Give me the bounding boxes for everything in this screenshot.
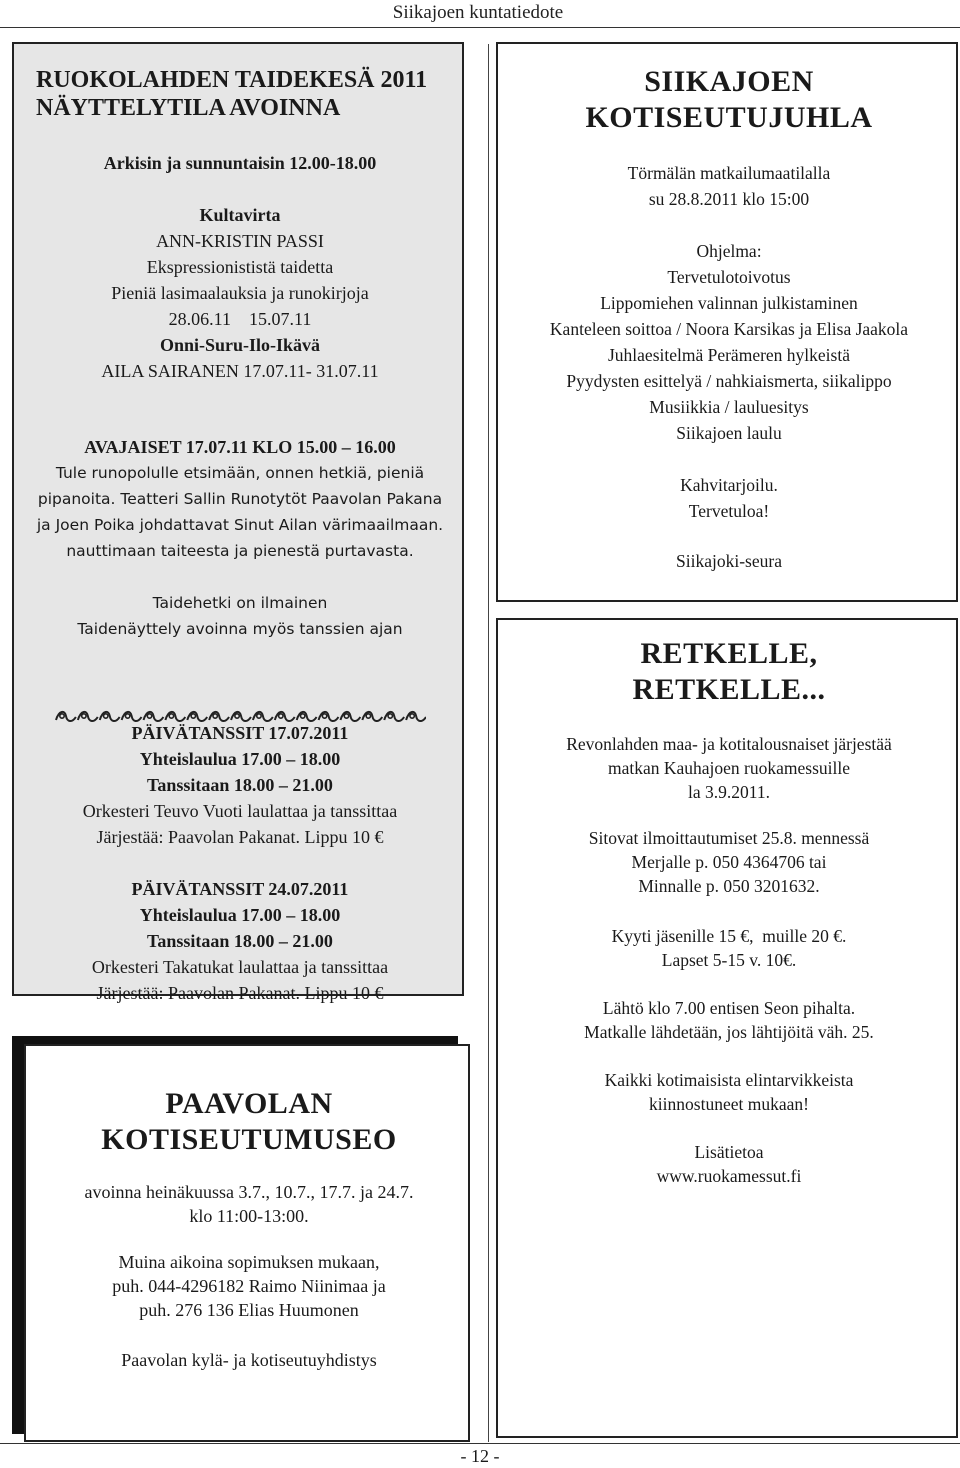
retkelle-departure — [498, 996, 960, 1044]
free-info — [14, 590, 466, 642]
dance-title: PÄIVÄTANSSIT 24.07.2011 — [131, 879, 349, 899]
dance-singing: Yhteislaulua 17.00 – 18.00 — [139, 749, 341, 769]
juhla-organizer: Siikajoki-seura — [676, 551, 782, 571]
opening-title: AVAJAISET 17.07.11 KLO 15.00 – 16.00 — [84, 437, 396, 457]
retkelle-line: Lapset 5-15 v. 10€. — [661, 950, 797, 970]
retkelle-heading — [498, 636, 960, 708]
museo-organizer: Paavolan kylä- ja kotiseutuyhdistys — [121, 1350, 377, 1370]
opening-text-line: Tule runopolulle etsimään, onnen hetkiä, pieniä — [55, 464, 425, 482]
ornament-curl — [60, 714, 64, 718]
taidekesa-title — [36, 66, 427, 122]
retkelle-intro — [498, 732, 960, 804]
museo-box — [24, 1044, 470, 1442]
juhla-coffee — [498, 472, 960, 524]
retkelle-line: Merjalle p. 050 4364706 tai — [631, 852, 827, 872]
ornament-curl — [257, 714, 261, 718]
juhla-heading — [498, 64, 960, 136]
retkelle-signup — [498, 826, 960, 898]
dance-dancing: Tanssitaan 18.00 – 21.00 — [147, 931, 333, 951]
retkelle-line: Kyyti jäsenille 15 €, muille 20 €. — [611, 926, 847, 946]
retkelle-line: Minnalle p. 050 3201632. — [638, 876, 820, 896]
opening-text-line: nauttimaan taiteesta ja pienestä purtavasta. — [66, 542, 414, 560]
retkelle-welcome — [498, 1068, 960, 1116]
taidekesa-hours: Arkisin ja sunnuntaisin 12.00-18.00 — [103, 153, 377, 173]
museo-contact — [26, 1250, 472, 1322]
juhla-heading-line: KOTISEUTUJUHLA — [585, 101, 873, 134]
ornament-curl — [147, 714, 151, 718]
ornament-curl — [125, 714, 129, 718]
ornament-curl — [82, 714, 86, 718]
program-line: Pyydysten esittelyä / nahkiaismerta, siikalippo — [566, 371, 892, 391]
ornament-curl — [169, 714, 173, 718]
exhibit-title: Kultavirta — [199, 205, 281, 225]
dance-band: Orkesteri Takatukat laulattaa ja tanssittaa — [91, 957, 389, 977]
column-divider — [488, 44, 489, 1442]
exhibit-line: Pieniä lasimaalauksia ja runokirjoja — [111, 283, 369, 303]
dance-organizer: Järjestää: Paavolan Pakanat. Lippu 10 € — [96, 983, 384, 1003]
footer-rule — [0, 1443, 960, 1444]
ornament-curl — [301, 714, 305, 718]
juhla-program — [498, 238, 960, 446]
opening-text-line: pipanoita. Teatteri Sallin Runotytöt Paavolan Pakana — [37, 490, 443, 508]
ornament-curl — [191, 714, 195, 718]
program-line: Kanteleen soittoa / Noora Karsikas ja Elisa Jaakola — [549, 319, 909, 339]
dance-event-1 — [14, 720, 466, 850]
exhibit-kultavirta — [14, 202, 466, 332]
program-line: Tervetulotoivotus — [667, 267, 791, 287]
museo-open-line: klo 11:00-13:00. — [189, 1206, 309, 1226]
retkelle-line: Matkalle lähdetään, jos lähtijöitä väh. 25. — [584, 1022, 874, 1042]
juhla-coffee-line: Kahvitarjoilu. — [680, 475, 778, 495]
program-line: Lippomiehen valinnan julkistaminen — [600, 293, 858, 313]
museo-heading — [26, 1086, 472, 1158]
program-line: Ohjelma: — [696, 241, 762, 261]
museo-open — [26, 1180, 472, 1228]
ornament-curl — [366, 714, 370, 718]
dance-event-2 — [14, 876, 466, 1006]
opening-text-line: ja Joen Poika johdattavat Sinut Ailan värimaailmaan. — [36, 516, 444, 534]
exhibit-dates: 28.06.11 15.07.11 — [168, 309, 312, 329]
retkelle-link[interactable]: www.ruokamessut.fi — [656, 1166, 802, 1186]
juhla-place — [498, 160, 960, 212]
retkelle-line: kiinnostuneet mukaan! — [649, 1094, 809, 1114]
juhla-heading-line: SIIKAJOEN — [644, 65, 814, 98]
retkelle-line: Kaikki kotimaisista elintarvikkeista — [604, 1070, 854, 1090]
juhla-coffee-line: Tervetuloa! — [688, 501, 770, 521]
ornament-curl — [410, 714, 414, 718]
dance-dancing: Tanssitaan 18.00 – 21.00 — [147, 775, 333, 795]
retkelle-heading-line: RETKELLE, — [640, 637, 818, 670]
retkelle-line: Lisätietoa — [694, 1142, 764, 1162]
juhla-place-line: su 28.8.2011 klo 15:00 — [648, 189, 810, 209]
exhibit-title: Onni-Suru-Ilo-Ikävä — [159, 335, 321, 355]
retkelle-line: Lähtö klo 7.00 entisen Seon pihalta. — [602, 998, 856, 1018]
exhibit-artist: AILA SAIRANEN 17.07.11- 31.07.11 — [101, 361, 379, 381]
juhla-place-line: Törmälän matkailumaatilalla — [627, 163, 831, 183]
taidekesa-box — [12, 42, 464, 1003]
dance-singing: Yhteislaulua 17.00 – 18.00 — [139, 905, 341, 925]
ornament-curl — [322, 714, 326, 718]
retkelle-line: la 3.9.2011. — [688, 782, 770, 802]
retkelle-box — [496, 618, 958, 1438]
ornament-curl — [344, 714, 348, 718]
ornament-curl — [213, 714, 217, 718]
dance-organizer: Järjestää: Paavolan Pakanat. Lippu 10 € — [96, 827, 384, 847]
exhibit-artist: ANN-KRISTIN PASSI — [156, 231, 324, 251]
dance-title: PÄIVÄTANSSIT 17.07.2011 — [131, 723, 349, 743]
header-rule — [0, 27, 960, 28]
page-number: - 12 - — [460, 1446, 500, 1466]
ornament-curl — [104, 714, 108, 718]
ornament-curl — [235, 714, 239, 718]
retkelle-line: matkan Kauhajoen ruokamessuille — [607, 758, 850, 778]
museo-contact-line: puh. 276 136 Elias Huumonen — [139, 1300, 359, 1320]
taidekesa-title-line: RUOKOLAHDEN TAIDEKESÄ 2011 — [36, 67, 428, 93]
museo-contact-line: Muina aikoina sopimuksen mukaan, — [118, 1252, 380, 1272]
opening-text — [14, 460, 466, 564]
retkelle-heading-line: RETKELLE... — [632, 673, 826, 706]
program-line: Musiikkia / lauluesitys — [649, 397, 809, 417]
juhla-box — [496, 42, 958, 602]
program-line: Siikajoen laulu — [676, 423, 782, 443]
free-info-line: Taidenäyttely avoinna myös tanssien ajan — [77, 620, 403, 638]
free-info-line: Taidehetki on ilmainen — [152, 594, 328, 612]
dance-band: Orkesteri Teuvo Vuoti laulattaa ja tanssittaa — [82, 801, 398, 821]
retkelle-price — [498, 924, 960, 972]
program-line: Juhlaesitelmä Perämeren hylkeistä — [607, 345, 850, 365]
museo-open-line: avoinna heinäkuussa 3.7., 10.7., 17.7. ja 24.7. — [84, 1182, 414, 1202]
museo-heading-line: KOTISEUTUMUSEO — [101, 1123, 397, 1156]
museo-contact-line: puh. 044-4296182 Raimo Niinimaa ja — [112, 1276, 386, 1296]
taidekesa-title-line: NÄYTTELYTILA AVOINNA — [36, 95, 341, 121]
retkelle-line: Revonlahden maa- ja kotitalousnaiset järjestää — [566, 734, 892, 754]
running-header: Siikajoen kuntatiedote — [392, 2, 564, 23]
retkelle-more — [498, 1140, 960, 1188]
ornament-curl — [388, 714, 392, 718]
retkelle-line: Sitovat ilmoittautumiset 25.8. mennessä — [588, 828, 870, 848]
museo-heading-line: PAAVOLAN — [165, 1087, 333, 1120]
exhibit-onni-suru — [14, 332, 466, 384]
ornament-curl — [279, 714, 283, 718]
exhibit-line: Ekspressionististä taidetta — [146, 257, 334, 277]
